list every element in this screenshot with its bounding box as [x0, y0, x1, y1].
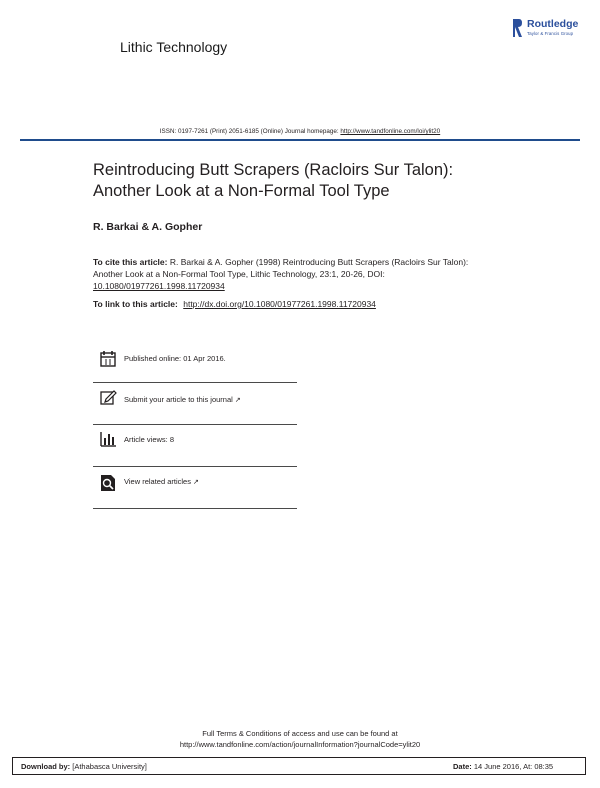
external-link-icon: ↗: [234, 397, 241, 404]
article-title: [93, 160, 543, 202]
views-row: [93, 424, 297, 467]
terms-line-1: Full Terms & Conditions of access and use can be found at: [202, 729, 398, 738]
article-doi-url[interactable]: http://dx.doi.org/10.1080/01977261.1998.11720934: [183, 299, 376, 309]
calendar-icon: [99, 350, 117, 368]
date-value: 14 June 2016, At: 08:35: [473, 762, 554, 771]
related-articles-link[interactable]: [124, 477, 199, 486]
routledge-logo-icon: [512, 18, 523, 38]
article-title-line-1: Reintroducing Butt Scrapers (Racloirs Sur Talon):: [93, 161, 454, 179]
related-label: View related articles: [124, 477, 191, 486]
citation-label: To cite this article:: [93, 257, 168, 267]
submit-row[interactable]: [93, 382, 297, 425]
download-info-bar: [12, 757, 586, 775]
citation-text: R. Barkai & A. Gopher (1998) Reintroducing Butt Scrapers (Racloirs Sur Talon): Another Look at a Non-Formal Tool Type, Lithic Technology, 23:1, 20-26, DOI:: [93, 257, 469, 279]
terms-url[interactable]: http://www.tandfonline.com/action/journalInformation?journalCode=ylit20: [179, 740, 421, 749]
download-info: [21, 762, 147, 771]
link-label: To link to this article:: [93, 299, 178, 309]
header-divider: [20, 139, 580, 141]
search-document-icon: [99, 474, 117, 492]
submit-article-link[interactable]: [124, 395, 241, 404]
article-views: Article views: 8: [124, 435, 175, 444]
download-label: Download by:: [21, 762, 71, 771]
date-label: Date:: [453, 762, 472, 771]
publisher-logo[interactable]: [512, 18, 592, 42]
edit-icon: [99, 388, 117, 406]
download-date: [453, 762, 553, 771]
logo-name: Routledge: [527, 18, 579, 30]
external-link-icon: ↗: [192, 479, 199, 486]
article-link-line: [93, 299, 376, 309]
published-date: Published online: 01 Apr 2016.: [124, 354, 226, 363]
submit-label: Submit your article to this journal: [124, 395, 233, 404]
issn-line: [0, 128, 600, 135]
logo-tagline: Taylor & Francis Group: [527, 31, 574, 36]
footer-terms: [0, 728, 600, 750]
citation-doi-link[interactable]: 10.1080/01977261.1998.11720934: [93, 281, 225, 291]
published-row: [93, 340, 297, 383]
journal-homepage-link[interactable]: http://www.tandfonline.com/loi/ylit20: [340, 128, 441, 135]
article-title-line-2: Another Look at a Non-Formal Tool Type: [93, 182, 390, 200]
journal-title: Lithic Technology: [120, 39, 228, 55]
issn-text: ISSN: 0197-7261 (Print) 2051-6185 (Online) Journal homepage:: [159, 128, 339, 135]
related-row[interactable]: [93, 466, 297, 509]
bar-chart-icon: [99, 430, 117, 448]
citation-block: [93, 256, 493, 292]
authors: R. Barkai & A. Gopher: [93, 221, 203, 233]
download-value: [Athabasca University]: [72, 762, 147, 771]
